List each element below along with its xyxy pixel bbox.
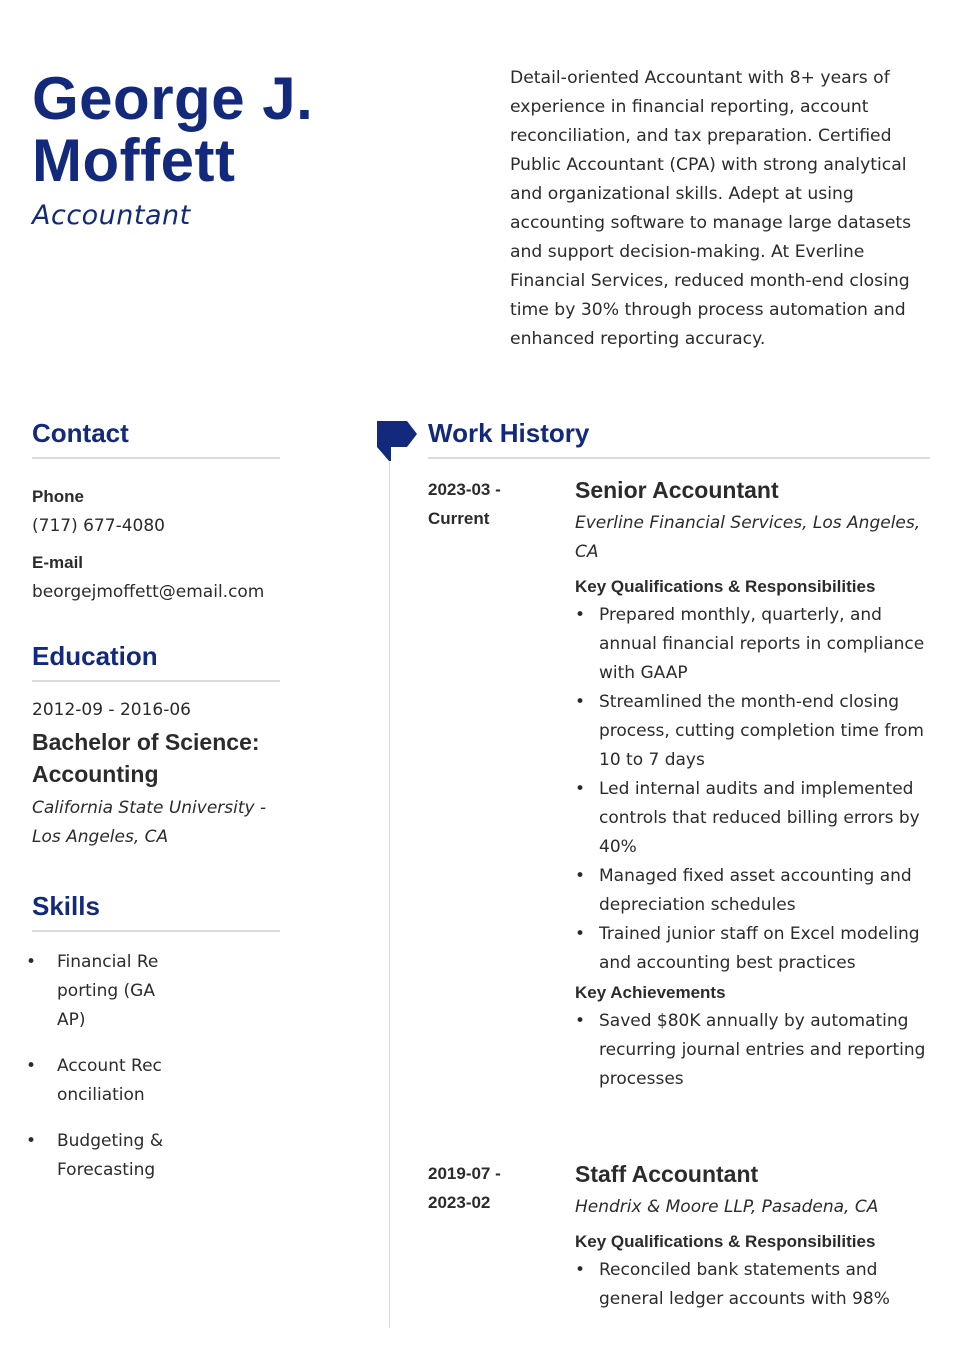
education-school: California State University - Los Angeles, CA: [32, 798, 267, 847]
responsibility-item: • Streamlined the month-end closing process, cutting completion time from 10 to 7 days: [575, 688, 935, 775]
responsibility-item: • Prepared monthly, quarterly, and annual financial reports in compliance with GAAP: [575, 601, 935, 688]
skills-heading: Skills: [32, 891, 100, 921]
skills-list: [26, 948, 166, 1202]
job-entry: [575, 1159, 935, 1314]
professional-summary: Detail-oriented Accountant with 8+ years of experience in financial reporting, account reconciliation, and tax preparation. Certified Public Accountant (CPA) with strong analytical and organizational skills. Adept at using accounting software to manage large datasets and support decision-making. At Everline Financial Services, reduced month-end closing time by 30% through process automation and enhanced reporting accuracy.: [510, 68, 912, 349]
email-label: E-mail: [32, 553, 84, 572]
skill-item: • Budgeting & Forecasting: [26, 1127, 166, 1185]
job-title: Senior Accountant: [575, 477, 779, 503]
job-dates: 2023-03 - Current: [428, 480, 501, 528]
responsibilities-heading: Key Qualifications & Responsibilities: [575, 577, 876, 596]
education-divider: [32, 680, 280, 682]
responsibilities-heading: Key Qualifications & Responsibilities: [575, 1232, 876, 1251]
email-value[interactable]: beorgejmoffett@email.com: [32, 582, 265, 602]
responsibility-item: • Reconciled bank statements and general ledger accounts with 98%: [575, 1256, 935, 1314]
responsibility-item: • Trained junior staff on Excel modeling and accounting best practices: [575, 920, 935, 978]
job-dates: 2019-07 - 2023-02: [428, 1164, 501, 1212]
work-history-divider: [428, 457, 930, 459]
work-history-heading: Work History: [428, 418, 590, 448]
skills-divider: [32, 930, 280, 932]
responsibilities-list: [575, 1256, 935, 1314]
contact-heading: Contact: [32, 418, 129, 448]
achievements-list: [575, 1007, 935, 1094]
job-title-header: Accountant: [32, 200, 191, 231]
section-flag-icon: [377, 421, 419, 463]
candidate-name: George J. Moffett: [32, 65, 314, 194]
responsibility-item: • Managed fixed asset accounting and depreciation schedules: [575, 862, 935, 920]
contact-divider: [32, 457, 280, 459]
achievements-heading: Key Achievements: [575, 983, 726, 1002]
responsibilities-list: [575, 601, 935, 978]
job-company: Everline Financial Services, Los Angeles, CA: [575, 513, 921, 562]
timeline-line: [389, 450, 390, 1328]
job-entry: [575, 475, 935, 1094]
skill-item: • Financial Reporting (GAAP): [26, 948, 166, 1035]
job-title: Staff Accountant: [575, 1161, 759, 1187]
responsibility-item: • Led internal audits and implemented controls that reduced billing errors by 40%: [575, 775, 935, 862]
skill-item: • Account Reconciliation: [26, 1052, 166, 1110]
job-company: Hendrix & Moore LLP, Pasadena, CA: [575, 1197, 879, 1217]
phone-label: Phone: [32, 487, 84, 506]
education-heading: Education: [32, 641, 158, 671]
achievement-item: • Saved $80K annually by automating recurring journal entries and reporting processes: [575, 1007, 935, 1094]
education-degree: Bachelor of Science: Accounting: [32, 729, 260, 787]
phone-value[interactable]: (717) 677-4080: [32, 516, 165, 536]
education-dates: 2012-09 - 2016-06: [32, 700, 192, 720]
